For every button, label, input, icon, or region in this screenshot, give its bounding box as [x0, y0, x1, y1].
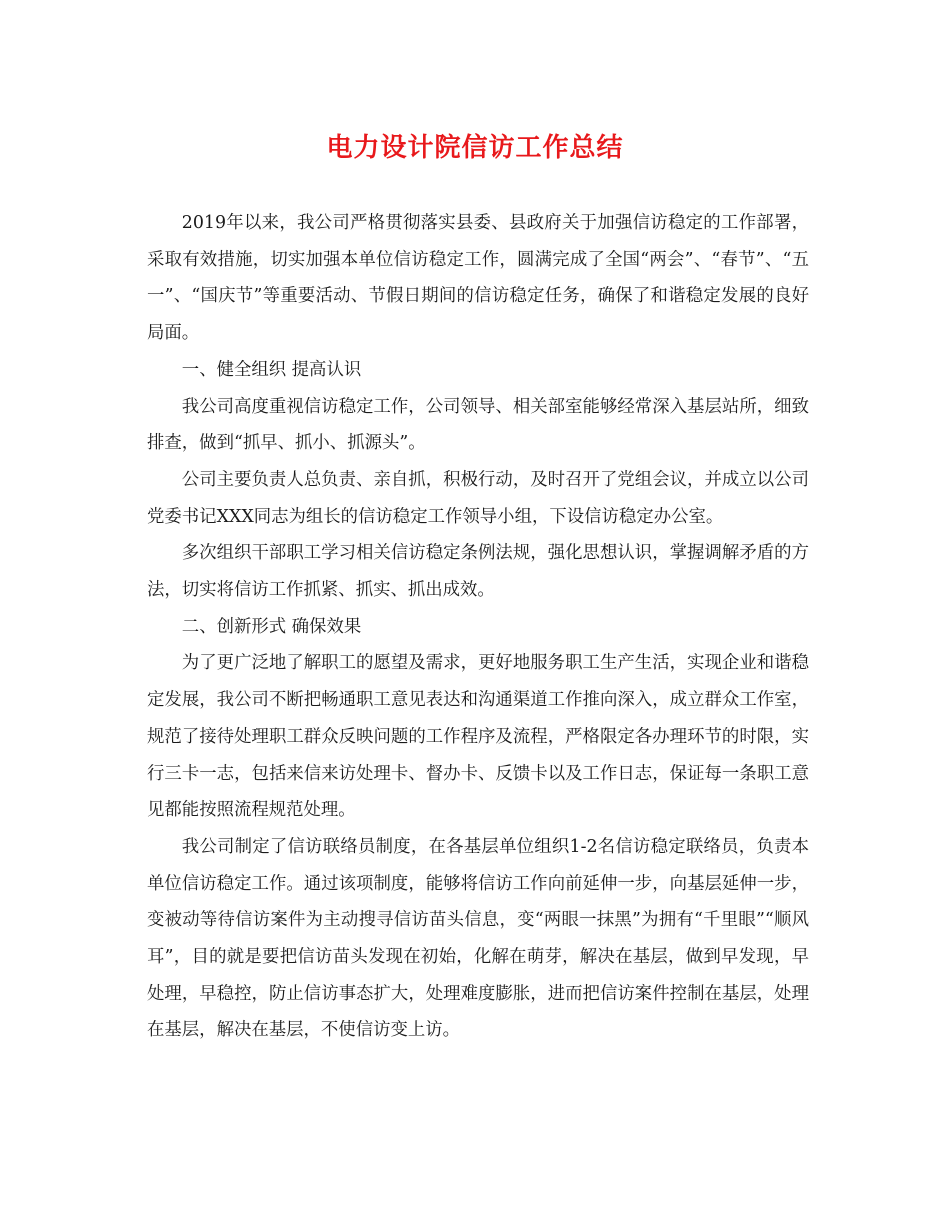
paragraph-2-2: 我公司制定了信访联络员制度，在各基层单位组织1-2名信访稳定联络员，负责本单位信访稳定工作。通过该项制度，能够将信访工作向前延伸一步，向基层延伸一步，变被动等待信访案件为主动搜寻信访苗头信息，变“两眼一抹黑”为拥有“千里眼”“顺风耳”，目的就是要把信访苗头发现在初始，化解在萌芽，解决在基层，做到早发现，早处理，早稳控，防止信访事态扩大，处理难度膨胀，进而把信访案件控制在基层，处理在基层，解决在基层，不使信访变上访。: [147, 836, 809, 1041]
section-heading-1: 一、健全组织 提高认识: [181, 359, 362, 380]
section-heading-2: 二、创新形式 确保效果: [181, 616, 362, 637]
document-body: [147, 205, 809, 1049]
paragraph-1-2: 公司主要负责人总负责、亲自抓，积极行动，及时召开了党组会议，并成立以公司党委书记XXX同志为组长的信访稳定工作领导小组，下设信访稳定办公室。: [147, 469, 809, 527]
paragraph-1-3: 多次组织干部职工学习相关信访稳定条例法规，强化思想认识，掌握调解矛盾的方法，切实将信访工作抓紧、抓实、抓出成效。: [147, 543, 809, 601]
paragraph-1-1: 我公司高度重视信访稳定工作，公司领导、相关部室能够经常深入基层站所，细致排查，做到“抓早、抓小、抓源头”。: [147, 396, 809, 454]
paragraph-intro: 2019年以来，我公司严格贯彻落实县委、县政府关于加强信访稳定的工作部署，采取有效措施，切实加强本单位信访稳定工作，圆满完成了全国“两会”、“春节”、“五一”、“国庆节”等重要活动、节假日期间的信访稳定任务，确保了和谐稳定发展的良好局面。: [147, 213, 809, 344]
paragraph-2-1: 为了更广泛地了解职工的愿望及需求，更好地服务职工生产生活，实现企业和谐稳定发展，我公司不断把畅通职工意见表达和沟通渠道工作推向深入，成立群众工作室，规范了接待处理职工群众反映问题的工作程序及流程，严格限定各办理环节的时限，实行三卡一志，包括来信来访处理卡、督办卡、反馈卡以及工作日志，保证每一条职工意见都能按照流程规范处理。: [147, 653, 809, 821]
document-title: 电力设计院信访工作总结: [326, 133, 624, 163]
